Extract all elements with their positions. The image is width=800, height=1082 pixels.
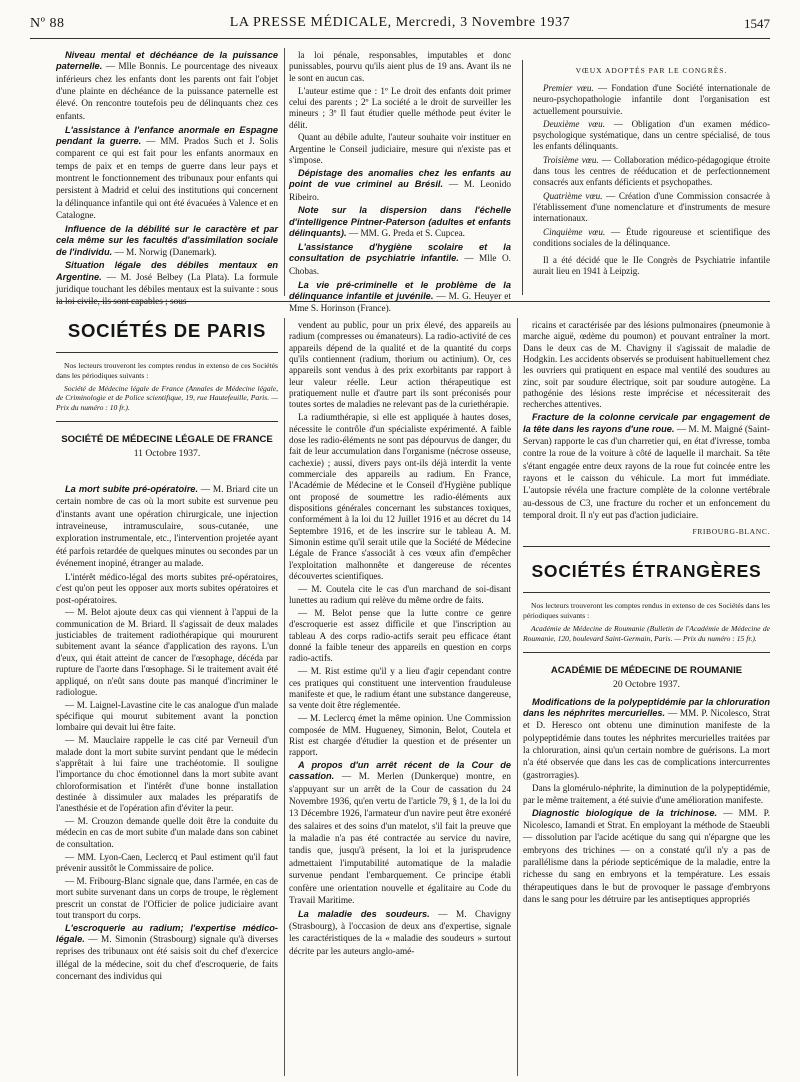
column-divider: [284, 48, 285, 296]
paragraph: [289, 666, 511, 711]
paragraph: [289, 909, 511, 958]
paragraph-heading: L'assistance d'hygiène scolaire et la consultation de psychiatrie infantile.: [289, 242, 511, 264]
paragraph-text: — M. Laignel-Lavastine cite le cas analogue d'un malade spécifique qui mourut subitement avant la ponction lombaire qui devait lui être faite.: [56, 699, 278, 733]
academy-date: 20 Octobre 1937.: [613, 678, 680, 690]
paragraph-text: — M. Crouzon demande quelle doit être la conduite du médecin en cas de mort subite d'un malade dans son cabinet de consultation.: [56, 816, 278, 849]
paris-rule: [56, 352, 278, 353]
voeu-label: Cinquième vœu.: [543, 226, 606, 237]
meeting-date: 11 Octobre 1937.: [133, 447, 201, 459]
top-column-1: [56, 50, 278, 308]
paragraph-text: L'auteur estime que : 1º Le droit des enfants doit primer celui des parents ; 2º La société a le droit de surveiller les mineurs ; 3º Il faut étudier quelle méthode peut éviter le délit.: [289, 85, 511, 130]
paragraph-heading: La maladie des soudeurs.: [298, 908, 430, 919]
paragraph-text: — M. M. Maigné (Saint-Servan) rapporte le cas d'un charretier qui, en état d'ivresse, tomba contre la roue de la voiture à côté de laquelle il marchait. Sa tête s'étant engagée entre deux rayons de la roue fut coincée entre les rayons et le caisson du véhicule. La mort fut immédiate. L'autopsie révéla une fracture complète de la colonne vertébrale au-dessous de C3, une fracture du rocher et un enfoncement du temporal droit. Il n'y eut pas d'action judiciaire.: [523, 424, 770, 521]
paragraph-heading: A propos d'un arrêt récent de la Cour de cassation.: [289, 760, 511, 782]
section-rule: [56, 301, 770, 302]
paragraph-text: — M. Fribourg-Blanc signale que, dans l'armée, en cas de mort subite survenant dans un corps de troupe, le règlement prescrit un constat de l'Officier de police judiciaire avant tout transport du corps.: [56, 875, 278, 920]
paragraph: [289, 205, 511, 240]
voeux-list: [533, 83, 770, 249]
paragraph: [523, 320, 770, 411]
paragraph: [289, 50, 511, 84]
paragraph-text: la loi pénale, responsables, imputables et donc punissables, pourvu qu'ils aient plus de 19 ans. Avant ils ne le sont en aucun cas.: [289, 50, 511, 83]
paragraph: [289, 132, 511, 166]
voeu-text: — Création d'une Commission consacrée à l'établissement d'une nomenclature et d'instruments de mesure internationaux.: [533, 190, 770, 224]
paragraph-text: — MM. P. Nicolesco, Strat et D. Heresco ont obtenu une diminution manifeste de la polypeptidémie dans toutes les néphrites mercurielles traitées par la chloruration, ainsi qu'un certain nombre de guérisons. La mort n'a été observée que dans les cas de complications intercurrentes (gastrorragies).: [523, 708, 770, 781]
voeu-label: Quatrième vœu.: [543, 190, 603, 201]
paragraph: [56, 125, 278, 223]
column-2: [289, 320, 511, 1076]
voeu-text: — Fondation d'une Société internationale de neuro-psychopathologie infantile dont l'organisation est actuellement poursuivie.: [533, 83, 770, 116]
paragraph-text: — M. Merlen (Dunkerque) montre, en s'appuyant sur un arrêt de la Cour de cassation du 24 Novembre 1936, qu'en vertu de l'article 79, § 1, de la loi du 13 Décembre 1926, l'armateur d'un navire peut être exonéré des salaires et des soins d'un matelot, s'il fait la preuve que la maladie n'a pas été contractée au service du navire, tandis que, jusqu'à présent, la loi et la jurisprudence admettaient l'imputabilité automatique de la maladie survenue pendant l'embarquement. Ce principe établi confère une orientation nouvelle et égalitaire au Code du Travail Maritime.: [289, 772, 511, 906]
voeux-final: Il a été décidé que le IIe Congrès de Psychiatrie infantile aurait lieu en 1941 à Leipzig.: [533, 255, 770, 277]
journal-title: LA PRESSE MÉDICALE, Mercredi, 3 Novembre 1937: [229, 15, 571, 30]
paragraph-text: — M. Rist estime qu'il y a lieu d'agir cependant contre ces pratiques qui constituent une intervention frauduleuse manifeste et que, le radium étant une substance dangereuse, sa vente doit être réglementée.: [289, 666, 511, 711]
paragraph: [289, 412, 511, 582]
paragraph: [56, 876, 278, 921]
issue-number: Nº 88: [30, 16, 65, 31]
paragraph-heading: L'assistance à l'enfance anormale en Espagne pendant la guerre.: [56, 124, 278, 146]
paragraph-text: La radiumthérapie, si elle est appliquée à hautes doses, nécessite le contrôle d'un spécialiste expérimenté. A faible dose les radio-éléments ne sont pas dépourvus de danger, du fait de leur accumulation dans l'organisme (nécrose osseuse, cachexie) ; aussi, divers pays ont-ils déjà interdit la vente commerciale des appareils au radium. En France, l'Académie de Médecine et le Conseil d'Hygiène publique ont proposé de soumettre les radio-éléments aux dispositions générales concernant les substances toxiques, conformément à la loi du 12 Juillet 1916 et au décret du 14 Septembre 1916, et de les inscrire sur le tableau A. M. Simonin estime qu'il serait utile que la Société de Médecine Légale de France s'associât à ces vœux afin d'empêcher l'exploitation malhonnête et dangereuse de récentes découvertes scientifiques.: [289, 412, 511, 582]
voeu-item: [533, 119, 770, 153]
paragraph: [523, 783, 770, 806]
paragraph-heading: Niveau mental et déchéance de la puissance paternelle.: [56, 50, 278, 72]
voeux-title: VŒUX ADOPTÉS PAR LE CONGRÈS.: [575, 66, 728, 75]
etr-rule-3: [523, 652, 770, 653]
paragraph-text: — Mlle Bonnis. Le pourcentage des niveaux inférieurs chez les enfants dont les parents ont fait l'objet d'une plainte en déchéance de la puissance paternelle est élevé. On rencontre toutefois peu de délinquants chez ces enfants.: [56, 62, 278, 122]
society-name: SOCIÉTÉ DE MÉDECINE LÉGALE DE FRANCE: [61, 433, 273, 445]
paris-header: [56, 320, 278, 466]
paragraph: [289, 320, 511, 411]
voeu-text: — Collaboration médico-pédagogique étroite dans tous les centres de rééducation et de perfectionnement consacrés aux enfants déficients et psychopathes.: [533, 154, 770, 188]
paragraph: [56, 50, 278, 123]
voeu-label: Premier vœu.: [543, 83, 594, 93]
paragraph-heading: Note sur la dispersion dans l'échelle d'intelligence Pintner-Paterson (adultes et enfants délinquants).: [289, 205, 511, 239]
etrangeres-reference: Académie de Médecine de Roumanie (Bulletin de l'Académie de Médecine de Roumanie, 120, boulevard Saint-Germain, Paris. — Prix du numéro : 15 fr.).: [523, 623, 770, 643]
paragraph-text: — Mlle O. Chobas.: [289, 254, 511, 277]
paragraph-text: Dans la glomérulo-néphrite, la diminution de la polypeptidémie, par le même traitement, a été suivie d'une amélioration manifeste.: [523, 783, 770, 805]
academy-name: ACADÉMIE DE MÉDECINE DE ROUMANIE: [550, 664, 743, 676]
paragraph-text: — M. Leonido Ribeiro.: [289, 180, 511, 203]
paris-title: SOCIÉTÉS DE PARIS: [67, 320, 267, 341]
column-divider: [284, 318, 285, 1076]
paragraph: [56, 852, 278, 875]
paragraph-text: vendent au public, pour un prix élevé, des appareils au radium (compresses ou émanateurs). La radio-activité de ces appareils dépend de la qualité et de la quantité du corps qu'ils contiennent (radium, thorium ou actinium). Or, ces appareils sont vendus à des prix exorbitants par rapport à leur valeur réelle. Leur action thérapeutique est pratiquement nulle et d'autre part ils sont préconisés pour toutes sortes de maladies ne relevant pas de la curiethérapie.: [289, 320, 511, 410]
paragraph-text: — M. Simonin (Strasbourg) signale qu'à diverses reprises des tribunaux ont été saisis soit du chef d'exercice illégal de la médecine, soit du chef d'escroquerie, de faits concernant des individus qui: [56, 935, 278, 983]
paragraph: [289, 86, 511, 131]
column-3: [523, 320, 770, 908]
paragraph: [289, 584, 511, 607]
header-rule: [30, 38, 770, 39]
page-number: 1547: [744, 16, 770, 31]
paris-reference: Société de Médecine légale de France (Annales de Médecine légale, de Criminologie et de Police scientifique, 19, rue Hautefeuille, Paris. — Prix du numéro : 10 fr.).: [56, 383, 278, 413]
paragraph: [56, 607, 278, 698]
voeu-text: — Étude rigoureuse et scientifique des conditions sociales de la délinquance.: [533, 226, 770, 248]
paragraph-text: — M. Belot pense que la lutte contre ce genre d'escroquerie est assez difficile et que l'inscription au tableau A des corps radio-actifs serait peu efficace étant donné la faible teneur des appareils en question en corps radio-actifs.: [289, 608, 511, 664]
top-column-2: [289, 50, 511, 315]
paragraph-heading: Fracture de la colonne cervicale par engagement de la tête dans les rayons d'une roue.: [523, 412, 770, 434]
paragraph: [289, 713, 511, 758]
paragraph-text: — M. Leclercq émet la même opinion. Une Commission composée de MM. Hugueney, Simonin, Belot, Coutela et Rist est chargée d'étudier la question et de présenter un rapport.: [289, 713, 511, 758]
paragraph: [56, 735, 278, 814]
column-divider: [517, 318, 518, 1076]
voeu-label: Deuxième vœu.: [543, 118, 606, 129]
paragraph-text: — M. José Belbey (La Plata). La formule juridique touchant les débiles mentaux est la suivante : sous la loi civile, ils sont capables ; sous: [56, 272, 278, 308]
column-3b-text: [523, 697, 770, 907]
paragraph: [523, 808, 770, 907]
paragraph: [289, 280, 511, 316]
paragraph-text: — M. Briard cite un certain nombre de cas où la mort subite est survenue peu d'instants avant une opération chirurgicale, une injection intraveineuse, intramusculaire, sous-cutanée, une exploration instrumentale, etc., l'intervention projetée ayant été parfois retardée de quelques minutes ou secondes par un événement inopiné, étranger au malade.: [56, 485, 278, 570]
paragraph-text: ricains et caractérisée par des lésions pulmonaires (pneumonie à marche aiguë, œdème du poumon) et pouvant entraîner la mort. Dans le deux cas de M. Chavigny il s'agissait de maladie de Hodgkin. Les accidents observés se produisent habituellement chez les ouvriers qui pratiquent en espace mal ventilé des soudures au zinc, soit par soudure électrique, soit par soudure autogène. La pathogénie des lésions reste imprécise et nécessiterait des recherches attentives.: [523, 320, 770, 410]
paragraph: [56, 700, 278, 734]
page-header: [30, 14, 770, 36]
paragraph: [56, 224, 278, 259]
paragraph-text: Quant au débile adulte, l'auteur souhaite voir instituer en Argentine le Conseil judiciaire, mesure qui n'existe pas et s'impose.: [289, 132, 511, 166]
paragraph-text: — M. Mauclaire rappelle le cas cité par Verneuil d'un malade dont la mort subite survint pendant que le médecin s'apprêtait à lui faire une trachéotomie. Il souligne l'importance du choc émotionnel dans la mort subite avant chloroformisation et l'intérêt d'une bonne installation destinée à dissimuler aux malades les préparatifs de l'anesthésie et de l'opération afin d'éviter la peur.: [56, 735, 278, 814]
paragraph-text: — MM. P. Nicolesco, Iamandi et Strat. En employant la méthode de Staeubli — dissolution par l'acide acétique du sang qui n'épargne que les embryons des trichines — on a constaté qu'il n'y a pas de parallélisme dans la période septicémique de la maladie, entre la richesse du sang en embryons et la température. Les essais thérapeutiques dans le but de provoquer le passage d'embryons dans le sang pour les détruire par les antiseptiques appropriés: [523, 808, 770, 906]
paragraph-heading: Modifications de la polypeptidémie par la chloruration dans les néphrites mercurielles.: [523, 696, 770, 718]
paragraph-text: — MM. G. Preda et S. Cupcea.: [346, 229, 465, 240]
signature: FRIBOURG-BLANC.: [692, 527, 770, 537]
etrangeres-note: Nos lecteurs trouveront les comptes rendus in extenso de ces Sociétés dans les périodiques suivants :: [523, 601, 770, 621]
voeu-label: Troisième vœu.: [543, 154, 599, 165]
paragraph-heading: La vie pré-criminelle et le problème de la délinquance infantile et juvénile.: [289, 279, 511, 301]
voeu-item: [533, 83, 770, 117]
paragraph-heading: La mort subite pré-opératoire.: [65, 484, 199, 494]
paragraph: [289, 608, 511, 665]
paragraph: [289, 168, 511, 204]
paragraph-text: — MM. Lyon-Caen, Leclercq et Paul estiment qu'il faut prévenir aussitôt le Commissaire de police.: [56, 851, 278, 873]
paragraph: [289, 760, 511, 907]
paragraph-text: — M. Norwig (Danemark).: [112, 247, 217, 258]
paragraph: [56, 923, 278, 984]
paragraph-heading: Influence de la débilité sur le caractère et par cela même sur les facultés d'assimilation sociale de l'individu.: [56, 223, 278, 257]
voeu-text: — Obligation d'un examen médico-psychologique systématique, dans un centre spécialisé, de tous les enfants délinquants.: [533, 118, 770, 152]
voeu-item: [533, 227, 770, 250]
paragraph-text: — M. Coutela cite le cas d'un marchand de soi-disant lunettes au radium qui relève du même ordre de faits.: [289, 583, 511, 606]
paragraph-text: — M. Chavigny (Strasbourg), à l'occasion de deux ans d'expertise, signale les caractéristiques de la « maladie des soudeurs » surtout décrite par les auteurs anglo-amé-: [289, 909, 511, 957]
paragraph: [289, 242, 511, 278]
etrangeres-title: SOCIÉTÉS ÉTRANGÈRES: [531, 561, 762, 582]
paragraph-heading: Dépistage des anomalies chez les enfants au point de vue criminel au Brésil.: [289, 167, 511, 190]
paragraph: [56, 816, 278, 850]
etr-rule-2: [523, 592, 770, 593]
paragraph-heading: Diagnostic biologique de la trichinose.: [532, 807, 718, 818]
paris-note: Nos lecteurs trouveront les comptes rendus in extenso de ces Sociétés dans les périodiques suivants :: [56, 361, 278, 380]
paris-rule-2: [56, 421, 278, 422]
paragraph: [523, 412, 770, 522]
column-3-text: [523, 320, 770, 522]
paragraph-heading: L'escroquerie au radium; l'expertise médico-légale.: [56, 922, 278, 945]
column-1: [56, 484, 278, 1076]
voeu-item: [533, 191, 770, 225]
etr-rule: [523, 546, 770, 547]
paragraph-text: — MM. Prados Such et J. Solis comparent ce qui est fait pour les enfants anormaux en temps de paix et en temps de guerre dans leur pays et montrent le fonctionnement des tribunaux pour enfants qui persistent à Madrid et celui des institutions qui concernent la délinquance infantile qui ont été évacuées à Valence et en Catalogne.: [56, 136, 278, 221]
paragraph: [56, 572, 278, 606]
paragraph-text: — M. Belot ajoute deux cas qui viennent à l'appui de la communication de M. Briard. Il s'agissait de deux malades justiciables de traitement radiothérapique qui moururent subitement avant la séance d'application des rayons. L'un d'eux, qui était atteint de cancer de l'œsophage, décéda par rupture de l'aorte dans l'œsophage. Si le traitement avait été appliqué, on n'eût sans doute pas manqué d'incriminer le radiologue.: [56, 607, 278, 697]
voeux-box: [522, 60, 770, 295]
paragraph: [523, 697, 770, 782]
paragraph: [56, 484, 278, 570]
voeu-item: [533, 155, 770, 189]
paragraph-text: — M. G. Heuyer et Mme S. Horinson (France).: [289, 291, 511, 315]
paragraph-heading: Situation légale des débiles mentaux en Argentine.: [56, 260, 278, 282]
paragraph-text: L'intérêt médico-légal des morts subites pré-opératoires, c'est qu'on peut les opposer aux morts subites opératoires et post-opératoires.: [56, 571, 278, 605]
